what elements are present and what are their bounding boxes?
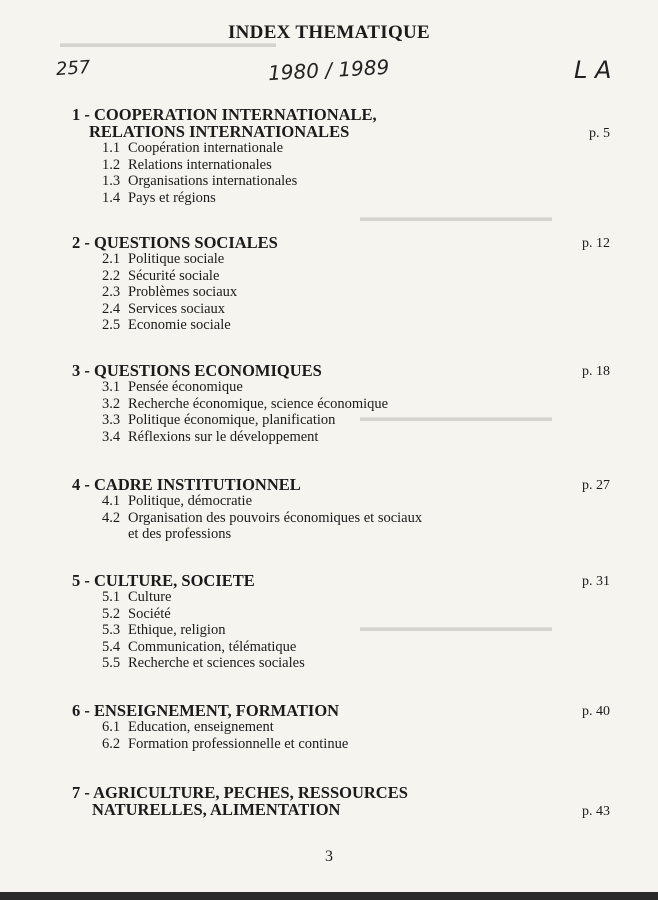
section-page-ref: p. 40 bbox=[582, 704, 610, 719]
section-page-ref: p. 43 bbox=[582, 804, 610, 819]
section-heading: 4 - CADRE INSTITUTIONNEL bbox=[72, 475, 301, 494]
handwritten-note-left: 257 bbox=[55, 56, 92, 81]
section-heading: 3 - QUESTIONS ECONOMIQUES bbox=[72, 361, 322, 380]
list-item: 4.1 Politique, démocratie bbox=[102, 493, 253, 509]
section-heading: 7 - AGRICULTURE, PECHES, RESSOURCES NATURELLES, ALIMENTATION bbox=[72, 783, 408, 819]
list-item: 5.4 Communication, télématique bbox=[102, 638, 297, 655]
show-through-decoration: ▬▬▬▬▬▬▬▬▬▬▬▬▬▬▬▬▬▬ bbox=[60, 36, 276, 50]
list-item: 5.1 Culture bbox=[102, 589, 172, 605]
section-page-ref: p. 27 bbox=[582, 478, 610, 493]
list-item: 3.2 Recherche économique, science économique bbox=[102, 395, 389, 412]
list-item: 3.4 Réflexions sur le développement bbox=[102, 428, 319, 445]
index-section-4 bbox=[72, 475, 610, 543]
handwritten-note-right: L A bbox=[574, 56, 612, 84]
section-page-ref: p. 5 bbox=[589, 126, 610, 141]
show-through-decoration: ▬▬▬▬▬▬▬▬▬▬▬▬▬▬▬▬ bbox=[360, 210, 552, 224]
list-item: 2.4 Services sociaux bbox=[102, 300, 226, 317]
list-item: 5.5 Recherche et sciences sociales bbox=[102, 655, 305, 671]
list-item: 3.3 Politique économique, planification bbox=[102, 412, 336, 428]
section-page-ref: p. 18 bbox=[582, 364, 610, 379]
list-item: 3.1 Pensée économique bbox=[102, 379, 243, 395]
section-heading: 5 - CULTURE, SOCIETE bbox=[72, 571, 255, 590]
list-item: 2.3 Problèmes sociaux bbox=[102, 284, 238, 300]
index-section-3 bbox=[72, 361, 610, 445]
section-page-ref: p. 12 bbox=[582, 236, 610, 251]
list-item: 1.4 Pays et régions bbox=[102, 189, 216, 206]
list-item: 1.1 Coopération internationale bbox=[102, 140, 284, 156]
index-section-5 bbox=[72, 571, 610, 672]
list-item: 5.2 Société bbox=[102, 605, 171, 622]
subsection-list bbox=[72, 589, 572, 672]
index-section-7 bbox=[72, 783, 610, 819]
section-heading: 1 - COOPERATION INTERNATIONALE, RELATIONS INTERNATIONALES bbox=[72, 105, 377, 141]
scan-edge-decoration bbox=[0, 892, 658, 900]
list-item: 1.3 Organisations internationales bbox=[102, 173, 298, 189]
list-item: 2.1 Politique sociale bbox=[102, 251, 225, 267]
section-page-ref: p. 31 bbox=[582, 574, 610, 589]
list-item: 5.3 Ethique, religion bbox=[102, 622, 226, 638]
subsection-list bbox=[72, 719, 572, 752]
index-section-2 bbox=[72, 233, 610, 334]
show-through-decoration: ▬▬▬▬▬▬▬▬▬▬▬▬▬▬▬▬ bbox=[360, 410, 552, 424]
show-through-decoration: ▬▬▬▬▬▬▬▬▬▬▬▬▬▬▬▬ bbox=[360, 620, 552, 634]
list-item: 6.1 Education, enseignement bbox=[102, 719, 274, 735]
subsection-list bbox=[72, 251, 572, 334]
subsection-list bbox=[72, 493, 572, 543]
list-item-continuation: et des professions bbox=[128, 526, 232, 542]
subsection-list bbox=[72, 140, 572, 206]
list-item: 4.2 Organisation des pouvoirs économiques et sociaux bbox=[102, 509, 423, 526]
list-item: 1.2 Relations internationales bbox=[102, 156, 272, 173]
list-item: 2.2 Sécurité sociale bbox=[102, 267, 220, 284]
list-item: 6.2 Formation professionnelle et continue bbox=[102, 735, 349, 752]
page-number: 3 bbox=[325, 848, 333, 865]
section-heading: 2 - QUESTIONS SOCIALES bbox=[72, 233, 278, 252]
section-heading: 6 - ENSEIGNEMENT, FORMATION bbox=[72, 701, 340, 720]
handwritten-date-range: 1980 / 1989 bbox=[267, 54, 390, 86]
page-title: INDEX THEMATIQUE bbox=[227, 22, 431, 43]
subsection-list bbox=[72, 379, 572, 445]
list-item: 2.5 Economie sociale bbox=[102, 317, 231, 333]
index-section-6 bbox=[72, 701, 610, 752]
index-section-1 bbox=[72, 105, 610, 206]
